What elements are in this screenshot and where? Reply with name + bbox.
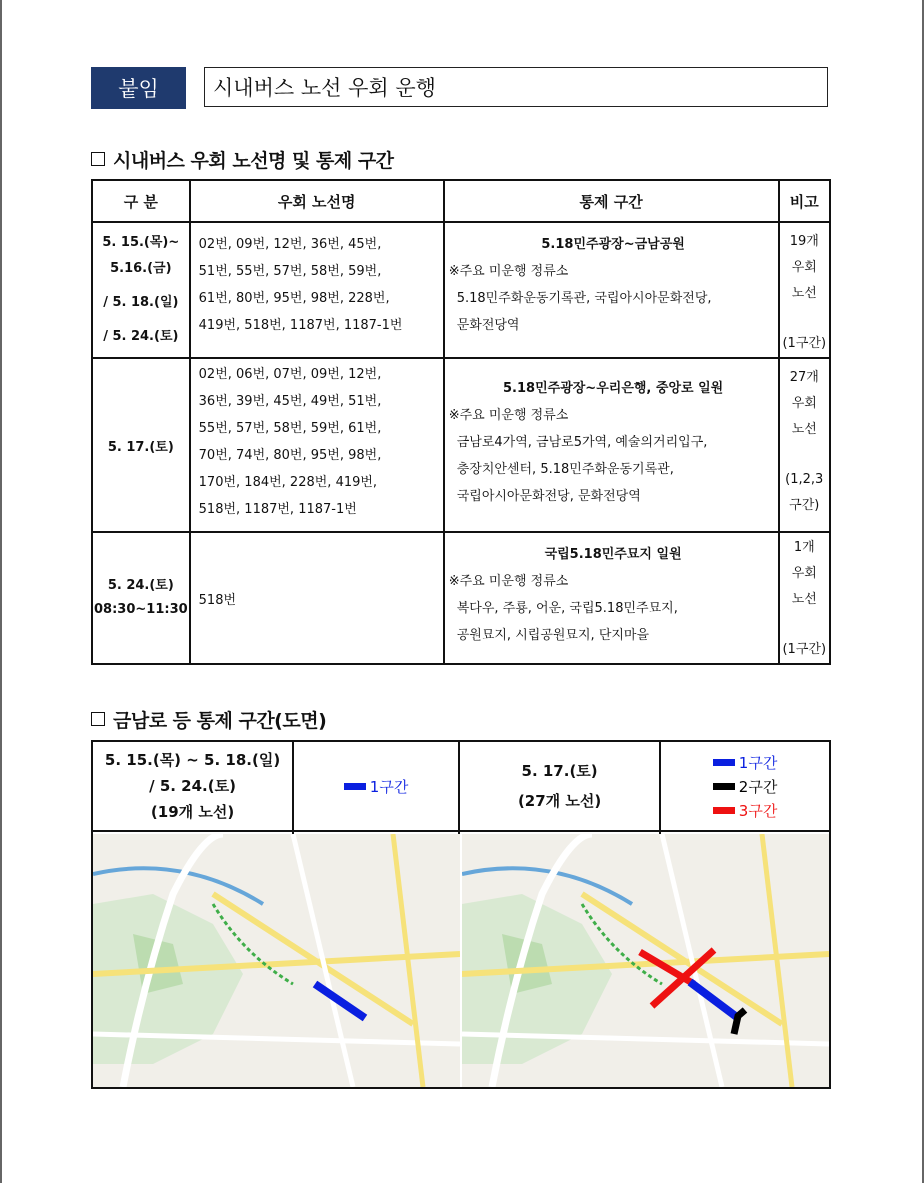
note-line: 우회 [791, 396, 817, 411]
control-cell [444, 222, 779, 358]
route-line: 51번, 55번, 57번, 58번, 59번, [198, 264, 382, 279]
attachment-tag: 붙임 [91, 67, 186, 109]
period-line: 5. 17.(토) [521, 762, 598, 780]
section-heading-map [91, 706, 326, 733]
date-cell [92, 532, 190, 664]
note-line: 노선 [791, 286, 817, 301]
note-line: 27개 [789, 370, 819, 385]
route-line: 02번, 09번, 12번, 36번, 45번, [198, 237, 382, 252]
control-line: 충장치안센터, 5.18민주화운동기록관, [456, 462, 674, 477]
date-line: / 5. 18.(일) [103, 295, 179, 310]
date-line: / 5. 24.(토) [103, 329, 179, 344]
section-heading-text: 금남로 등 통제 구간(도면) [113, 710, 327, 732]
note-line: (1구간) [782, 642, 827, 657]
section-heading-text: 시내버스 우회 노선명 및 통제 구간 [113, 150, 394, 172]
route-line: 518번, 1187번, 1187-1번 [198, 502, 357, 517]
note-line: 구간) [789, 498, 820, 513]
note-line: 우회 [791, 566, 817, 581]
blue-line-swatch-icon [713, 759, 735, 766]
legend-label-section2: 2구간 [738, 777, 778, 796]
control-title: 5.18민주광장~우리은행, 중앙로 일원 [503, 381, 724, 396]
control-title: 5.18민주광장~금남공원 [541, 237, 685, 252]
left-period-cell [92, 741, 293, 831]
control-line: 문화전당역 [456, 318, 520, 333]
note-line: 1개 [793, 540, 815, 555]
date-line: 5. 15.(목)~ [102, 235, 180, 250]
route-line: 419번, 518번, 1187번, 1187-1번 [198, 318, 403, 333]
legend-row [92, 741, 830, 831]
route-line: 170번, 184번, 228번, 419번, [198, 475, 378, 490]
col-header-control: 통제 구간 [444, 180, 779, 222]
table-row [92, 222, 830, 358]
legend-label-section1: 1구간 [738, 753, 778, 772]
date-cell [92, 222, 190, 358]
table-row [92, 358, 830, 532]
period-line: 5. 15.(목) ~ 5. 18.(일) [104, 751, 281, 769]
col-header-routes: 우회 노선명 [190, 180, 444, 222]
map-left [93, 834, 460, 1087]
route-line: 55번, 57번, 58번, 59번, 61번, [198, 421, 382, 436]
legend-label-section3: 3구간 [738, 801, 778, 820]
note-line: 노선 [791, 422, 817, 437]
control-title: 국립5.18민주묘지 일원 [544, 547, 682, 562]
note-line: (1구간) [782, 336, 827, 351]
red-line-swatch-icon [713, 807, 735, 814]
checkbox-square-icon [91, 152, 105, 166]
routes-cell [190, 358, 444, 532]
route-line: 518번 [198, 592, 237, 608]
control-line: 복다우, 주룡, 어운, 국립5.18민주묘지, [456, 601, 678, 616]
legend-label-section1: 1구간 [369, 777, 409, 796]
note-line: 우회 [791, 260, 817, 275]
route-line: 61번, 80번, 95번, 98번, 228번, [198, 291, 390, 306]
period-line: (27개 노선) [517, 792, 602, 810]
document-title: 시내버스 노선 우회 운행 [204, 67, 828, 107]
control-line: 5.18민주화운동기록관, 국립아시아문화전당, [456, 291, 712, 306]
right-legend-cell [660, 741, 830, 831]
period-line: (19개 노선) [150, 803, 235, 821]
left-legend-cell [293, 741, 459, 831]
control-line: ※주요 미운행 정류소 [448, 408, 569, 423]
note-line: (1,2,3 [785, 472, 824, 487]
black-line-swatch-icon [713, 783, 735, 790]
control-line: ※주요 미운행 정류소 [448, 574, 569, 589]
control-line: ※주요 미운행 정류소 [448, 264, 569, 279]
map-right [462, 834, 829, 1087]
control-line: 국립아시아문화전당, 문화전당역 [456, 489, 641, 504]
note-cell [779, 532, 830, 664]
date-line: 08:30~11:30 [94, 602, 188, 617]
date-cell [92, 358, 190, 532]
right-period-cell [459, 741, 660, 831]
col-header-note: 비고 [779, 180, 830, 222]
detour-routes-table [91, 179, 831, 665]
routes-cell [190, 222, 444, 358]
control-cell [444, 532, 779, 664]
date-line: 5.16.(금) [110, 261, 172, 276]
note-cell [779, 358, 830, 532]
note-line: 19개 [789, 234, 819, 249]
period-line: / 5. 24.(토) [149, 777, 236, 795]
blue-line-swatch-icon [344, 783, 366, 790]
map-right-graphic [462, 834, 829, 1087]
section-heading-routes [91, 146, 394, 173]
control-line: 공원묘지, 시립공원묘지, 단지마을 [456, 628, 650, 643]
control-line: 금남로4가역, 금남로5가역, 예술의거리입구, [456, 435, 708, 450]
map-left-graphic [93, 834, 460, 1087]
note-cell [779, 222, 830, 358]
note-line: 노선 [791, 592, 817, 607]
checkbox-square-icon [91, 712, 105, 726]
routes-cell [190, 532, 444, 664]
col-header-category: 구 분 [92, 180, 190, 222]
route-line: 36번, 39번, 45번, 49번, 51번, [198, 394, 382, 409]
control-cell [444, 358, 779, 532]
table-header-row [92, 180, 830, 222]
route-line: 02번, 06번, 07번, 09번, 12번, [198, 367, 382, 382]
route-line: 70번, 74번, 80번, 95번, 98번, [198, 448, 382, 463]
date-line: 5. 24.(토) [107, 578, 174, 593]
table-row [92, 532, 830, 664]
date-line: 5. 17.(토) [107, 439, 174, 455]
